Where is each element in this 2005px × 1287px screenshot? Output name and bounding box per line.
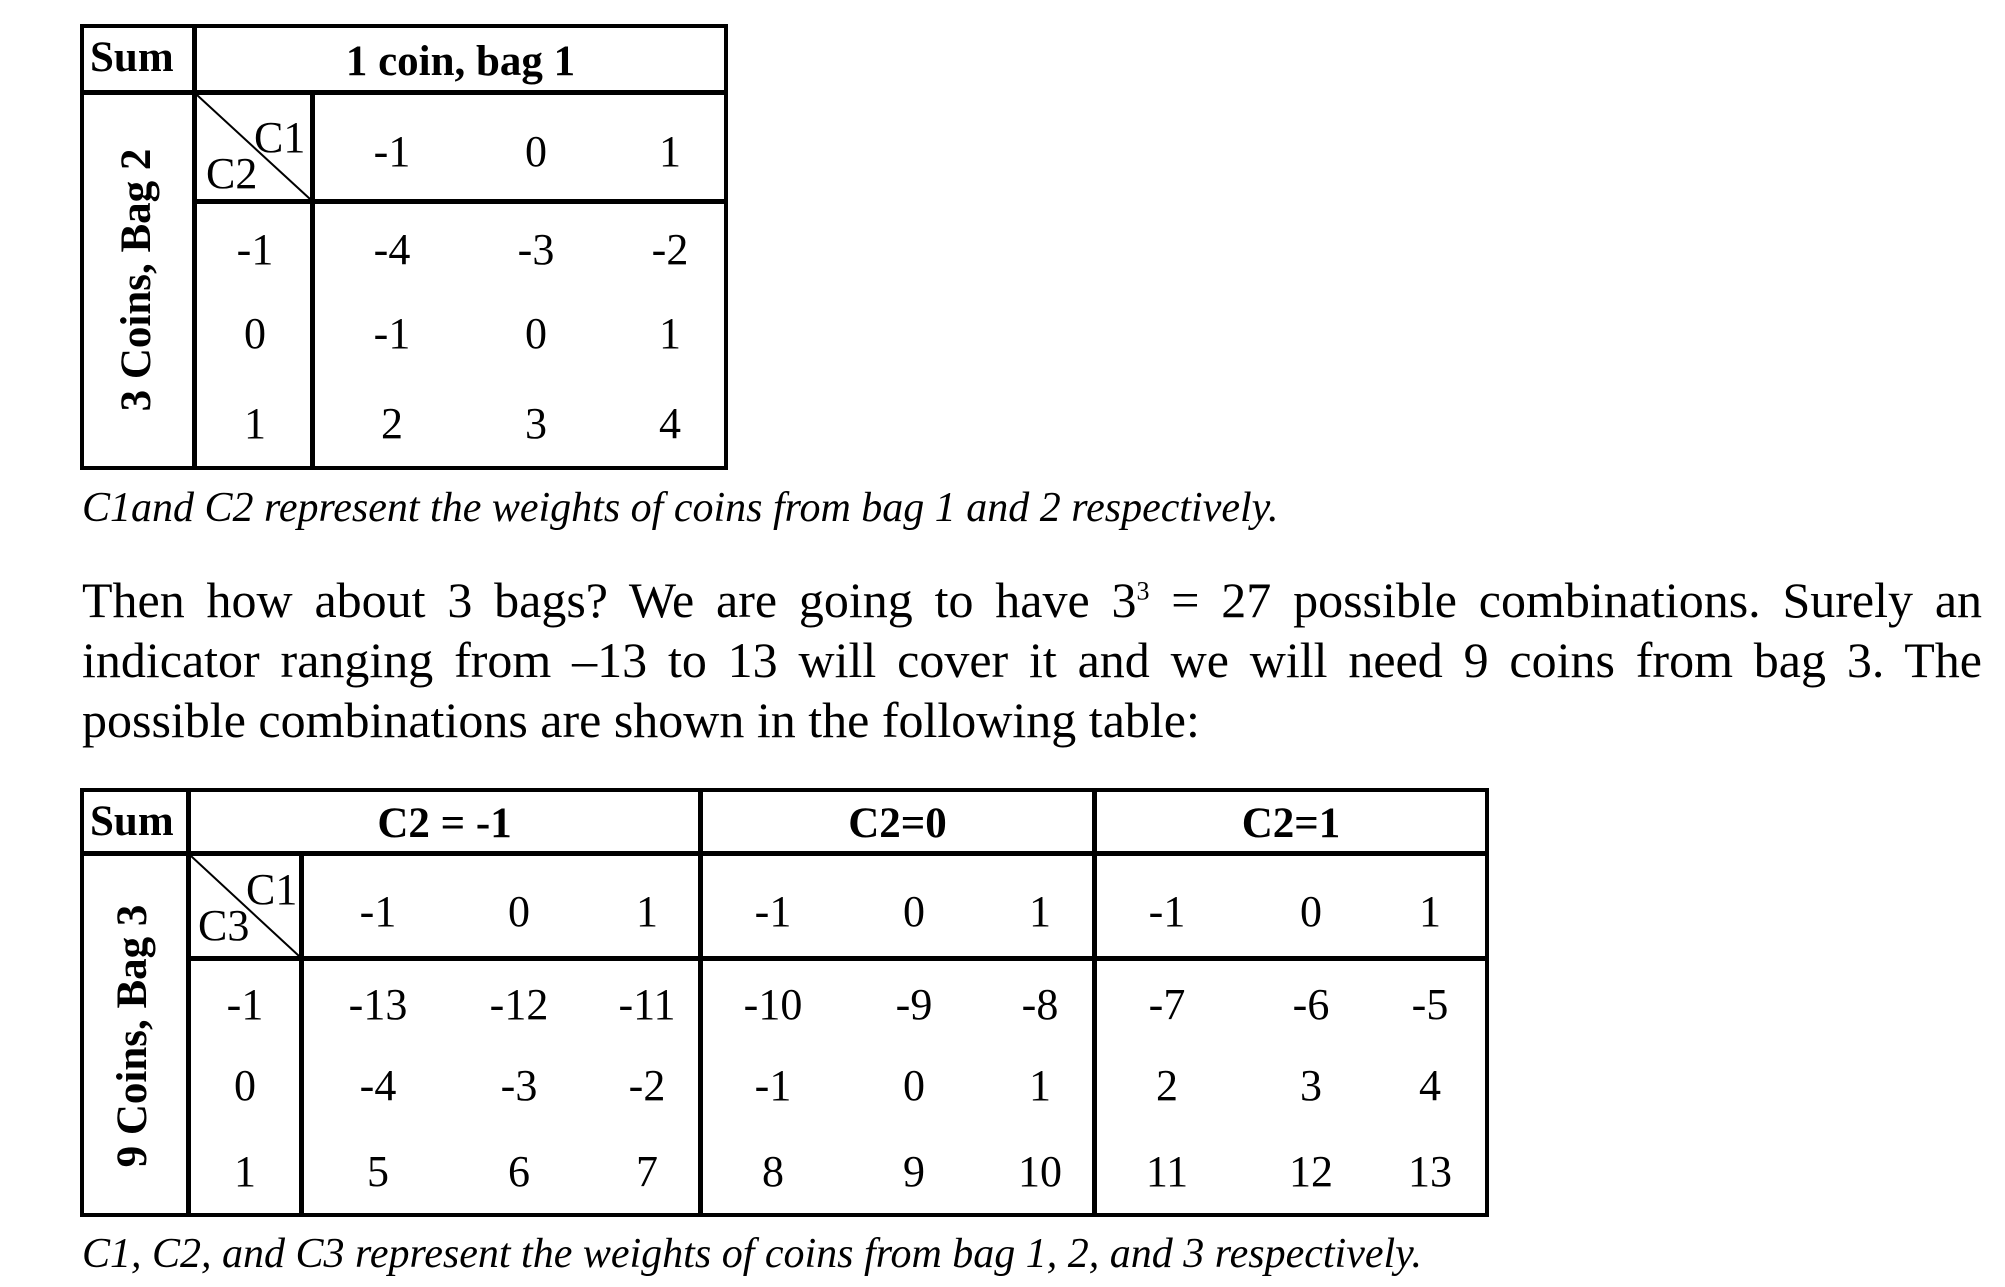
diag-bottom-label: C2: [206, 149, 258, 198]
table-cell: -13: [348, 980, 408, 1029]
row-value: -1: [226, 980, 264, 1029]
paragraph-line-1b: = 27 possible combinations. Surely an: [1149, 572, 1983, 628]
table-cell: -9: [895, 980, 933, 1029]
table-cell: 13: [1408, 1147, 1452, 1196]
group-header: C2=0: [848, 800, 947, 847]
table-cell: 4: [659, 399, 681, 448]
table2-caption: C1, C2, and C3 represent the weights of coins from bag 1, 2, and 3 respectively.: [82, 1231, 1422, 1277]
group-header: C2 = -1: [377, 800, 512, 847]
col-value: -1: [754, 887, 792, 936]
table-cell: 0: [525, 309, 547, 358]
row-value: 1: [244, 399, 266, 448]
table-cell: 6: [508, 1147, 530, 1196]
table-cell: -2: [628, 1061, 666, 1110]
table-cell: 2: [1156, 1061, 1178, 1110]
table-cell: -12: [489, 980, 549, 1029]
table-cell: -3: [517, 225, 555, 274]
table-cell: -7: [1148, 980, 1186, 1029]
col-value: 0: [508, 887, 530, 936]
col-value: 0: [1300, 887, 1322, 936]
table-cell: -10: [743, 980, 803, 1029]
table-cell: 7: [636, 1147, 658, 1196]
diag-top-label: C1: [246, 865, 298, 914]
table-cell: -3: [500, 1061, 538, 1110]
table-cell: -5: [1411, 980, 1449, 1029]
col-value: -1: [373, 127, 411, 176]
corner-label: Sum: [90, 798, 174, 845]
diag-top-label: C1: [254, 113, 306, 162]
table-cell: 3: [1300, 1061, 1322, 1110]
table-cell: 1: [659, 309, 681, 358]
col-value: 1: [1419, 887, 1441, 936]
table-cell: -2: [651, 225, 689, 274]
table-cell: 8: [762, 1147, 784, 1196]
row-value: 0: [244, 309, 266, 358]
paragraph-line-1a: Then how about 3 bags? We are going to have 3: [82, 572, 1137, 628]
col-value: 1: [636, 887, 658, 936]
table-cell: 0: [903, 1061, 925, 1110]
table-cell: 9: [903, 1147, 925, 1196]
table-cell: -11: [618, 980, 676, 1029]
table1-caption: C1and C2 represent the weights of coins from bag 1 and 2 respectively.: [82, 485, 1279, 531]
table-cell: 2: [381, 399, 403, 448]
corner-label: Sum: [90, 34, 174, 81]
paragraph-line-2: indicator ranging from –13 to 13 will cover it and we will need 9 coins from bag 3. The: [82, 632, 1982, 688]
table-cell: 3: [525, 399, 547, 448]
table-cell: 5: [367, 1147, 389, 1196]
col-value: 1: [659, 127, 681, 176]
table-cell: -8: [1021, 980, 1059, 1029]
exponent: 3: [1136, 576, 1150, 606]
table-cell: 1: [1029, 1061, 1051, 1110]
table-cell: -6: [1292, 980, 1330, 1029]
top-header: 1 coin, bag 1: [345, 38, 576, 85]
table-cell: -4: [373, 225, 411, 274]
row-value: -1: [236, 225, 274, 274]
col-value: 1: [1029, 887, 1051, 936]
diag-bottom-label: C3: [198, 901, 250, 950]
table-cell: 11: [1145, 1147, 1189, 1196]
table-cell: 10: [1018, 1147, 1062, 1196]
row-header: 9 Coins, Bag 3: [109, 904, 156, 1168]
table-cell: -1: [754, 1061, 792, 1110]
row-value: 0: [234, 1061, 256, 1110]
col-value: -1: [1148, 887, 1186, 936]
col-value: 0: [903, 887, 925, 936]
col-value: 0: [525, 127, 547, 176]
row-header: 3 Coins, Bag 2: [113, 148, 160, 412]
table-cell: 12: [1289, 1147, 1333, 1196]
table-cell: 4: [1419, 1061, 1441, 1110]
row-value: 1: [234, 1147, 256, 1196]
paragraph-line-3: possible combinations are shown in the following table:: [82, 692, 1200, 748]
col-value: -1: [359, 887, 397, 936]
body-paragraph: [82, 570, 1982, 750]
table-cell: -4: [359, 1061, 397, 1110]
table-cell: -1: [373, 309, 411, 358]
group-header: C2=1: [1241, 800, 1341, 847]
